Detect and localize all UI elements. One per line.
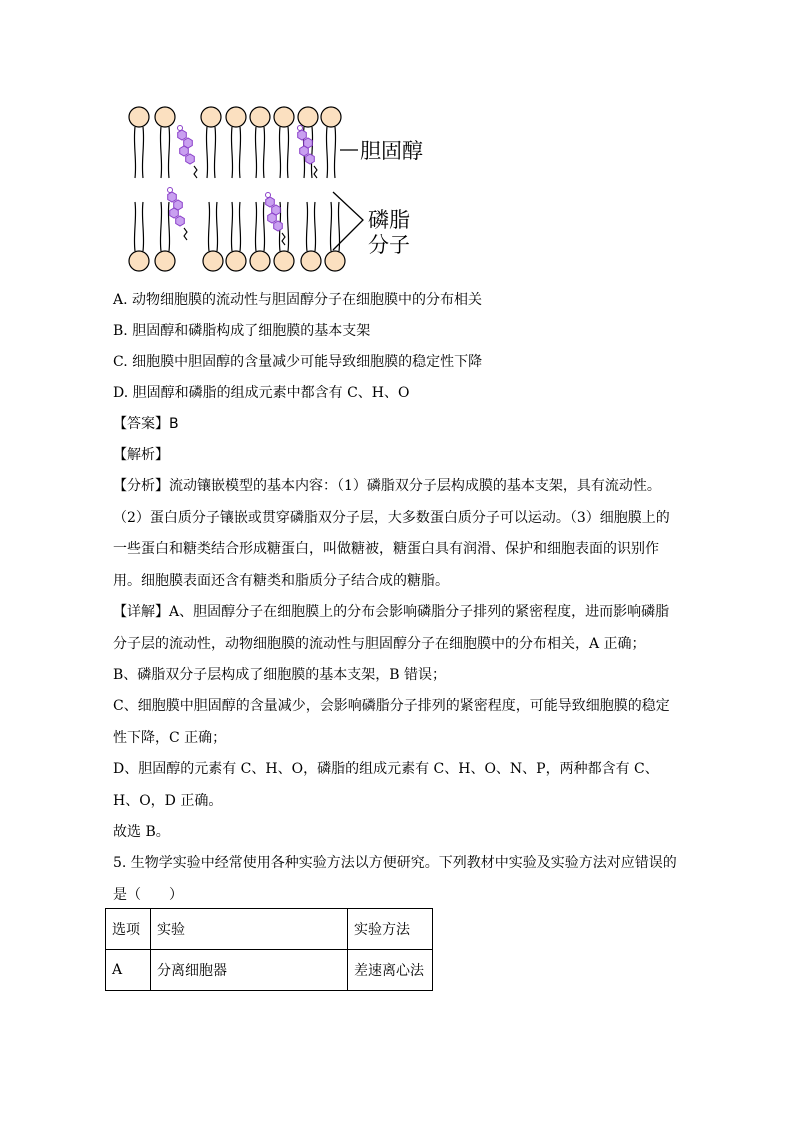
lipid-tail — [287, 202, 288, 251]
lipid-tail — [160, 202, 161, 251]
lipid-tail — [279, 127, 280, 178]
cholesterol-ring — [306, 154, 315, 164]
lipid-tail — [326, 127, 327, 178]
lipid-tail — [306, 202, 307, 251]
phospholipid-head — [203, 251, 223, 271]
phospholipid-head — [250, 251, 270, 271]
lipid-tail — [160, 127, 161, 178]
detail-d: D、胆固醇的元素有 C、H、O，磷脂的组成元素有 C、H、O、N、P，两种都含有 C、H、O，D 正确。 — [113, 761, 659, 809]
cholesterol-ring — [176, 216, 185, 226]
table-cell: 分离细胞器 — [151, 950, 348, 991]
lipid-tail — [142, 202, 143, 251]
cholesterol-ring — [298, 130, 307, 140]
table-cell: 差速离心法 — [348, 950, 433, 991]
lipid-tail — [216, 202, 217, 251]
cholesterol-ring — [300, 146, 309, 156]
lipid-tail — [231, 202, 232, 251]
table-header-row — [106, 909, 433, 950]
lipid-tail — [206, 127, 207, 178]
option-c: C. 细胞膜中胆固醇的含量减少可能导致细胞膜的稳定性下降 — [113, 354, 483, 370]
cholesterol-tail — [282, 233, 285, 245]
detail-a: 【详解】A、胆固醇分子在细胞膜上的分布会影响磷脂分子排列的紧密程度，进而影响磷脂分子层的流动性，动物细胞膜的流动性与胆固醇分子在细胞膜中的分布相关，A 正确； — [113, 604, 670, 652]
lipid-tail — [330, 202, 331, 251]
lipid-tail — [142, 127, 143, 178]
membrane-diagram — [118, 100, 448, 278]
option-a: A. 动物细胞膜的流动性与胆固醇分子在细胞膜中的分布相关 — [113, 292, 483, 308]
analysis-summary: 【分析】流动镶嵌模型的基本内容：（1）磷脂双分子层构成膜的基本支架，具有流动性。（2）蛋白质分子镶嵌或贯穿磷脂双分子层，大多数蛋白质分子可以运动。（3）细胞膜上的一些蛋白和糖类结合形成糖蛋白，叫做糖被，糖蛋白具有润滑、保护和细胞表面的识别作用。细胞膜表面还含有糖类和脂质分子结合成的糖脂。 — [113, 478, 670, 589]
option-b: B. 胆固醇和磷脂构成了细胞膜的基本支架 — [113, 323, 371, 339]
question-5-stem: 5. 生物学实验中经常使用各种实验方法以方便研究。下列教材中实验及实验方法对应错误的是（ ） — [113, 855, 677, 903]
label-phospholipid-line2: 分子 — [368, 233, 410, 257]
label-phospholipid-line1: 磷脂 — [368, 208, 410, 232]
phospholipid-head — [325, 251, 345, 271]
phospholipid-head — [155, 107, 175, 127]
phospholipid-head — [274, 251, 294, 271]
phospholipid-head — [226, 251, 246, 271]
lipid-tail — [239, 127, 240, 178]
phospholipid-head — [250, 107, 270, 127]
phospholipid-head — [129, 107, 149, 127]
analysis-heading: 【解析】 — [113, 447, 169, 463]
cholesterol-tail — [184, 228, 187, 240]
lipid-tail — [314, 202, 315, 251]
phospholipid-bracket — [333, 192, 363, 250]
lipid-tail — [134, 127, 135, 178]
phospholipid-head — [321, 107, 341, 127]
phospholipid-head — [298, 107, 318, 127]
cholesterol-ring — [274, 221, 283, 231]
detail-c: C、细胞膜中胆固醇的含量减少，会影响磷脂分子排列的紧密程度，可能导致细胞膜的稳定性下降，C 正确； — [113, 698, 670, 746]
answer: 【答案】B — [113, 416, 179, 432]
lipid-tail — [239, 202, 240, 251]
lipid-tail — [134, 202, 135, 251]
conclusion: 故选 B。 — [113, 824, 170, 840]
option-d: D. 胆固醇和磷脂的组成元素中都含有 C、H、O — [113, 385, 410, 401]
membrane-svg — [118, 100, 448, 278]
cholesterol-tail — [194, 166, 197, 178]
lipid-tail — [231, 127, 232, 178]
cholesterol-ring — [266, 197, 275, 207]
lipid-tail — [208, 202, 209, 251]
lipid-tail — [263, 127, 264, 178]
phospholipid-head — [274, 107, 294, 127]
lipid-tail — [255, 202, 256, 251]
phospholipid-head — [226, 107, 246, 127]
cholesterol-ring — [178, 130, 187, 140]
phospholipid-head — [201, 107, 221, 127]
phospholipid-head — [129, 251, 149, 271]
table-cell: A — [106, 950, 151, 991]
lipid-tail — [287, 127, 288, 178]
table-header: 选项 — [106, 909, 151, 950]
lipid-tail — [334, 127, 335, 178]
table-row — [106, 950, 433, 991]
lipid-tail — [255, 127, 256, 178]
phospholipid-head — [155, 251, 175, 271]
lipid-tail — [168, 202, 169, 251]
lipid-tail — [214, 127, 215, 178]
cholesterol-tail — [314, 166, 317, 178]
experiment-table — [105, 908, 433, 991]
cholesterol-ring — [268, 213, 277, 223]
label-cholesterol: 胆固醇 — [360, 139, 423, 163]
cholesterol-ring — [180, 146, 189, 156]
table-header: 实验方法 — [348, 909, 433, 950]
phospholipid-head — [301, 251, 321, 271]
cholesterol-ring — [186, 154, 195, 164]
cholesterol-ring — [168, 192, 177, 202]
lipid-tail — [311, 127, 312, 178]
detail-b: B、磷脂双分子层构成了细胞膜的基本支架，B 错误； — [113, 667, 447, 683]
lipid-tail — [263, 202, 264, 251]
cholesterol-ring — [170, 208, 179, 218]
lipid-tail — [168, 127, 169, 178]
table-header: 实验 — [151, 909, 348, 950]
